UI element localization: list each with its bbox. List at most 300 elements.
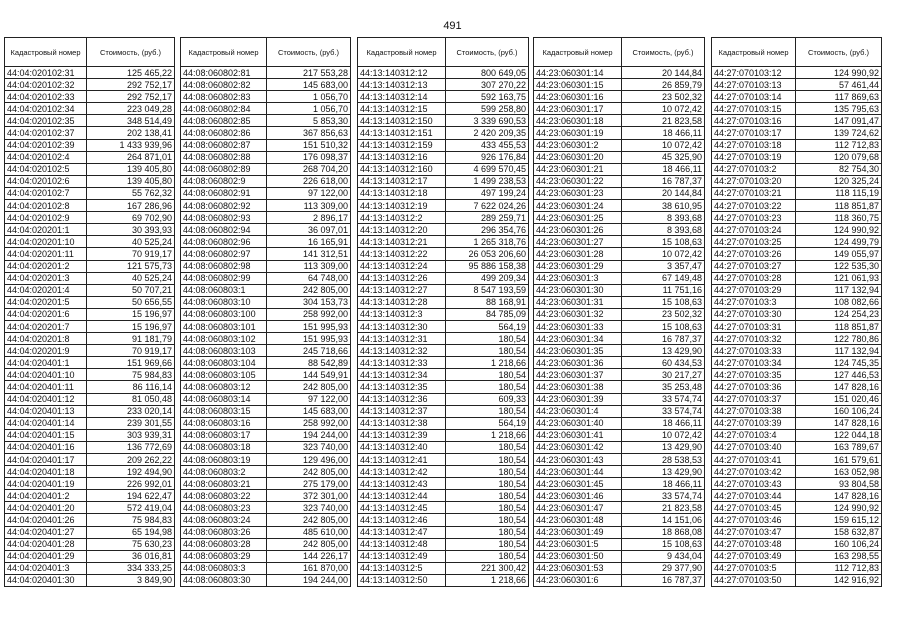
cadastral-number-cell: 44:13:140312:42 xyxy=(358,466,446,478)
cadastral-number-cell: 44:13:140312:19 xyxy=(358,200,446,212)
cadastral-number-cell: 44:23:060301:22 xyxy=(534,175,622,187)
cadastral-number-cell: 44:13:140312:28 xyxy=(358,296,446,308)
cost-cell: 122 780,86 xyxy=(796,333,882,345)
cost-cell: 485 610,00 xyxy=(267,526,351,538)
cadastral-number-cell: 44:23:060301:38 xyxy=(534,381,622,393)
header-row xyxy=(5,38,175,67)
cost-cell: 7 622 024,26 xyxy=(446,200,529,212)
cost-cell: 209 262,22 xyxy=(87,454,175,466)
cost-cell: 95 886 158,38 xyxy=(446,260,529,272)
table-row xyxy=(181,236,351,248)
cost-cell: 88 168,91 xyxy=(446,296,529,308)
cadastral-number-cell: 44:23:060301:20 xyxy=(534,151,622,163)
table-row xyxy=(181,79,351,91)
cost-cell: 151 995,93 xyxy=(267,320,351,332)
table-row xyxy=(534,127,705,139)
table-row xyxy=(181,187,351,199)
cadastral-number-cell: 44:27:070103:35 xyxy=(712,369,796,381)
cadastral-number-cell: 44:27:070103:17 xyxy=(712,127,796,139)
cost-cell: 367 856,63 xyxy=(267,127,351,139)
table-row xyxy=(5,236,175,248)
table-row xyxy=(5,308,175,320)
table-row xyxy=(358,224,529,236)
cost-cell: 36 016,81 xyxy=(87,550,175,562)
table-row xyxy=(358,550,529,562)
cost-cell: 180,54 xyxy=(446,441,529,453)
cadastral-number-cell: 44:13:140312:22 xyxy=(358,248,446,260)
cost-cell: 163 298,55 xyxy=(796,550,882,562)
cadastral-number-cell: 44:08:060802:92 xyxy=(181,200,267,212)
header-cadastral-number: Кадастровый номер xyxy=(5,38,87,67)
cadastral-number-cell: 44:04:020201:2 xyxy=(5,260,87,272)
cadastral-number-cell: 44:27:070103:39 xyxy=(712,417,796,429)
cost-cell: 29 377,90 xyxy=(622,562,705,574)
table-row xyxy=(5,115,175,127)
cost-cell: 242 805,00 xyxy=(267,466,351,478)
table-row xyxy=(5,91,175,103)
cost-cell: 180,54 xyxy=(446,502,529,514)
cadastral-number-cell: 44:08:060802:9 xyxy=(181,175,267,187)
table-row xyxy=(181,429,351,441)
cadastral-number-cell: 44:23:060301:40 xyxy=(534,417,622,429)
table-row xyxy=(534,550,705,562)
table-row xyxy=(712,260,882,272)
cost-cell: 8 547 193,59 xyxy=(446,284,529,296)
cost-cell: 93 804,58 xyxy=(796,478,882,490)
cadastral-number-cell: 44:08:060803:17 xyxy=(181,429,267,441)
cadastral-number-cell: 44:13:140312:37 xyxy=(358,405,446,417)
table-row xyxy=(5,79,175,91)
cadastral-number-cell: 44:04:020401:26 xyxy=(5,514,87,526)
cost-cell: 35 253,48 xyxy=(622,381,705,393)
cadastral-number-cell: 44:08:060803:10 xyxy=(181,296,267,308)
cost-cell: 15 108,63 xyxy=(622,236,705,248)
table-row xyxy=(712,91,882,103)
table-row xyxy=(358,417,529,429)
cadastral-number-cell: 44:23:060301:31 xyxy=(534,296,622,308)
cadastral-table-4 xyxy=(533,37,705,587)
cadastral-number-cell: 44:08:060803:3 xyxy=(181,562,267,574)
cost-cell: 13 429,90 xyxy=(622,441,705,453)
cost-cell: 304 153,73 xyxy=(267,296,351,308)
table-row xyxy=(534,333,705,345)
cadastral-number-cell: 44:08:060802:83 xyxy=(181,91,267,103)
cost-cell: 180,54 xyxy=(446,478,529,490)
cadastral-number-cell: 44:08:060802:97 xyxy=(181,248,267,260)
cadastral-number-cell: 44:27:070103:19 xyxy=(712,151,796,163)
table-row xyxy=(5,369,175,381)
table-row xyxy=(534,478,705,490)
table-row xyxy=(358,67,529,79)
cadastral-number-cell: 44:08:060803:18 xyxy=(181,441,267,453)
cadastral-number-cell: 44:23:060301:5 xyxy=(534,538,622,550)
cost-cell: 10 072,42 xyxy=(622,429,705,441)
cost-cell: 23 502,32 xyxy=(622,91,705,103)
cadastral-number-cell: 44:04:020201:11 xyxy=(5,248,87,260)
cadastral-number-cell: 44:13:140312:27 xyxy=(358,284,446,296)
cadastral-number-cell: 44:04:020102:6 xyxy=(5,175,87,187)
cadastral-number-cell: 44:27:070103:24 xyxy=(712,224,796,236)
table-row xyxy=(358,393,529,405)
table-row xyxy=(181,526,351,538)
cadastral-number-cell: 44:13:140312:45 xyxy=(358,502,446,514)
cadastral-number-cell: 44:27:070103:48 xyxy=(712,538,796,550)
table-row xyxy=(5,127,175,139)
cost-cell: 499 209,34 xyxy=(446,272,529,284)
cadastral-number-cell: 44:13:140312:36 xyxy=(358,393,446,405)
cadastral-number-cell: 44:13:140312:18 xyxy=(358,187,446,199)
table-row xyxy=(712,79,882,91)
cadastral-number-cell: 44:13:140312:48 xyxy=(358,538,446,550)
cadastral-number-cell: 44:04:020102:5 xyxy=(5,163,87,175)
cost-cell: 124 745,35 xyxy=(796,357,882,369)
table-row xyxy=(534,91,705,103)
cost-cell: 113 309,00 xyxy=(267,260,351,272)
cadastral-number-cell: 44:04:020401:27 xyxy=(5,526,87,538)
cadastral-number-cell: 44:04:020401:10 xyxy=(5,369,87,381)
cost-cell: 81 050,48 xyxy=(87,393,175,405)
cost-cell: 194 622,47 xyxy=(87,490,175,502)
cost-cell: 145 683,00 xyxy=(267,79,351,91)
cadastral-number-cell: 44:27:070103:28 xyxy=(712,272,796,284)
cost-cell: 147 091,47 xyxy=(796,115,882,127)
cadastral-number-cell: 44:08:060802:93 xyxy=(181,212,267,224)
cadastral-number-cell: 44:04:020102:33 xyxy=(5,91,87,103)
cost-cell: 242 805,00 xyxy=(267,538,351,550)
table-row xyxy=(358,345,529,357)
cost-cell: 334 333,25 xyxy=(87,562,175,574)
cost-cell: 233 020,14 xyxy=(87,405,175,417)
cost-cell: 433 455,53 xyxy=(446,139,529,151)
table-row xyxy=(5,357,175,369)
table-row xyxy=(5,103,175,115)
cost-cell: 180,54 xyxy=(446,369,529,381)
cadastral-number-cell: 44:23:060301:45 xyxy=(534,478,622,490)
table-row xyxy=(5,562,175,574)
table-row xyxy=(5,296,175,308)
cadastral-number-cell: 44:04:020102:35 xyxy=(5,115,87,127)
table-row xyxy=(534,248,705,260)
cost-cell: 113 309,00 xyxy=(267,200,351,212)
table-row xyxy=(181,91,351,103)
cost-cell: 36 097,01 xyxy=(267,224,351,236)
cadastral-number-cell: 44:13:140312:41 xyxy=(358,454,446,466)
cadastral-number-cell: 44:04:020201:3 xyxy=(5,272,87,284)
table-row xyxy=(181,357,351,369)
table-row xyxy=(534,296,705,308)
cost-cell: 70 919,17 xyxy=(87,248,175,260)
cadastral-number-cell: 44:08:060802:84 xyxy=(181,103,267,115)
table-row xyxy=(712,139,882,151)
cost-cell: 65 194,98 xyxy=(87,526,175,538)
table-row xyxy=(534,466,705,478)
cost-cell: 572 419,04 xyxy=(87,502,175,514)
cost-cell: 69 702,90 xyxy=(87,212,175,224)
cadastral-number-cell: 44:23:060301:17 xyxy=(534,103,622,115)
table-row xyxy=(5,187,175,199)
cadastral-number-cell: 44:27:070103:22 xyxy=(712,200,796,212)
cadastral-number-cell: 44:27:070103:26 xyxy=(712,248,796,260)
cadastral-number-cell: 44:27:070103:29 xyxy=(712,284,796,296)
cadastral-number-cell: 44:23:060301:35 xyxy=(534,345,622,357)
table-row xyxy=(534,562,705,574)
cadastral-number-cell: 44:27:070103:2 xyxy=(712,163,796,175)
table-row xyxy=(712,538,882,550)
cadastral-number-cell: 44:23:060301:49 xyxy=(534,526,622,538)
table-row xyxy=(181,405,351,417)
table-row xyxy=(712,405,882,417)
cadastral-number-cell: 44:04:020401:17 xyxy=(5,454,87,466)
table-row xyxy=(712,369,882,381)
table-row xyxy=(712,478,882,490)
cadastral-number-cell: 44:08:060803:14 xyxy=(181,393,267,405)
table-row xyxy=(181,103,351,115)
cost-cell: 84 785,09 xyxy=(446,308,529,320)
table-row xyxy=(712,393,882,405)
cadastral-number-cell: 44:08:060802:91 xyxy=(181,187,267,199)
cost-cell: 163 789,67 xyxy=(796,441,882,453)
cadastral-number-cell: 44:13:140312:14 xyxy=(358,91,446,103)
table-row xyxy=(181,320,351,332)
cadastral-number-cell: 44:13:140312:32 xyxy=(358,345,446,357)
table-row xyxy=(5,381,175,393)
cadastral-number-cell: 44:13:140312:47 xyxy=(358,526,446,538)
table-row xyxy=(712,550,882,562)
cost-cell: 217 553,28 xyxy=(267,67,351,79)
table-row xyxy=(712,248,882,260)
cadastral-number-cell: 44:04:020401:16 xyxy=(5,441,87,453)
table-row xyxy=(358,357,529,369)
table-row xyxy=(358,441,529,453)
cadastral-number-cell: 44:27:070103:46 xyxy=(712,514,796,526)
table-row xyxy=(534,200,705,212)
cadastral-number-cell: 44:13:140312:2 xyxy=(358,212,446,224)
cost-cell: 127 446,53 xyxy=(796,369,882,381)
table-row xyxy=(358,514,529,526)
table-row xyxy=(534,441,705,453)
table-row xyxy=(712,187,882,199)
cost-cell: 372 301,00 xyxy=(267,490,351,502)
table-row xyxy=(534,538,705,550)
table-row xyxy=(358,381,529,393)
table-row xyxy=(358,163,529,175)
cost-cell: 13 429,90 xyxy=(622,345,705,357)
cadastral-number-cell: 44:23:060301:27 xyxy=(534,236,622,248)
cadastral-number-cell: 44:04:020102:39 xyxy=(5,139,87,151)
cadastral-number-cell: 44:04:020401:15 xyxy=(5,429,87,441)
cadastral-number-cell: 44:23:060301:6 xyxy=(534,574,622,586)
table-row xyxy=(5,248,175,260)
cadastral-number-cell: 44:08:060803:29 xyxy=(181,550,267,562)
cost-cell: 112 712,83 xyxy=(796,139,882,151)
cost-cell: 142 916,92 xyxy=(796,574,882,586)
cadastral-number-cell: 44:04:020201:1 xyxy=(5,224,87,236)
cadastral-number-cell: 44:08:060802:99 xyxy=(181,272,267,284)
cadastral-number-cell: 44:13:140312:17 xyxy=(358,175,446,187)
table-row xyxy=(534,369,705,381)
cost-cell: 2 420 209,35 xyxy=(446,127,529,139)
table-row xyxy=(534,574,705,586)
cost-cell: 268 704,20 xyxy=(267,163,351,175)
cadastral-number-cell: 44:23:060301:28 xyxy=(534,248,622,260)
cost-cell: 20 144,84 xyxy=(622,67,705,79)
cost-cell: 13 429,90 xyxy=(622,466,705,478)
cost-cell: 194 244,00 xyxy=(267,429,351,441)
cost-cell: 33 574,74 xyxy=(622,393,705,405)
header-cadastral-number: Кадастровый номер xyxy=(181,38,267,67)
cost-cell: 50 707,21 xyxy=(87,284,175,296)
cost-cell: 292 752,17 xyxy=(87,79,175,91)
cost-cell: 1 218,66 xyxy=(446,574,529,586)
cadastral-number-cell: 44:08:060803:16 xyxy=(181,417,267,429)
cost-cell: 139 405,80 xyxy=(87,175,175,187)
cadastral-number-cell: 44:04:020102:9 xyxy=(5,212,87,224)
cadastral-number-cell: 44:08:060802:98 xyxy=(181,260,267,272)
cadastral-number-cell: 44:27:070103:43 xyxy=(712,478,796,490)
table-row xyxy=(358,369,529,381)
cost-cell: 38 610,95 xyxy=(622,200,705,212)
table-row xyxy=(5,550,175,562)
cost-cell: 112 712,83 xyxy=(796,562,882,574)
cost-cell: 9 434,04 xyxy=(622,550,705,562)
cadastral-number-cell: 44:13:140312:50 xyxy=(358,574,446,586)
cost-cell: 242 805,00 xyxy=(267,514,351,526)
cadastral-number-cell: 44:08:060802:87 xyxy=(181,139,267,151)
table-row xyxy=(181,393,351,405)
table-row xyxy=(534,163,705,175)
cadastral-number-cell: 44:13:140312:40 xyxy=(358,441,446,453)
cost-cell: 124 990,92 xyxy=(796,502,882,514)
table-row xyxy=(358,127,529,139)
cadastral-number-cell: 44:27:070103:42 xyxy=(712,466,796,478)
cadastral-number-cell: 44:27:070103:14 xyxy=(712,91,796,103)
cost-cell: 118 851,87 xyxy=(796,320,882,332)
cadastral-number-cell: 44:23:060301:42 xyxy=(534,441,622,453)
cost-cell: 303 939,31 xyxy=(87,429,175,441)
table-row xyxy=(5,139,175,151)
cadastral-table-5 xyxy=(711,37,882,587)
table-row xyxy=(534,236,705,248)
table-row xyxy=(181,272,351,284)
cost-cell: 57 461,44 xyxy=(796,79,882,91)
cadastral-number-cell: 44:08:060803:100 xyxy=(181,308,267,320)
table-row xyxy=(712,163,882,175)
cost-cell: 21 823,58 xyxy=(622,115,705,127)
table-row xyxy=(712,115,882,127)
table-row xyxy=(358,175,529,187)
table-row xyxy=(534,272,705,284)
cadastral-number-cell: 44:08:060803:23 xyxy=(181,502,267,514)
cost-cell: 1 218,66 xyxy=(446,357,529,369)
table-row xyxy=(5,175,175,187)
cadastral-number-cell: 44:27:070103:44 xyxy=(712,490,796,502)
table-row xyxy=(712,103,882,115)
table-row xyxy=(358,139,529,151)
table-row xyxy=(712,175,882,187)
table-row xyxy=(712,417,882,429)
cost-cell: 194 244,00 xyxy=(267,574,351,586)
cadastral-number-cell: 44:23:060301:30 xyxy=(534,284,622,296)
cadastral-number-cell: 44:27:070103:47 xyxy=(712,526,796,538)
cost-cell: 1 056,70 xyxy=(267,91,351,103)
table-row xyxy=(534,103,705,115)
cadastral-number-cell: 44:27:070103:3 xyxy=(712,296,796,308)
cost-cell: 245 718,66 xyxy=(267,345,351,357)
table-row xyxy=(181,163,351,175)
cost-cell: 599 258,80 xyxy=(446,103,529,115)
table-row xyxy=(5,490,175,502)
table-row xyxy=(534,175,705,187)
cadastral-number-cell: 44:23:060301:34 xyxy=(534,333,622,345)
table-row xyxy=(534,308,705,320)
cost-cell: 136 772,69 xyxy=(87,441,175,453)
cost-cell: 97 122,00 xyxy=(267,393,351,405)
table-row xyxy=(534,67,705,79)
cost-cell: 180,54 xyxy=(446,454,529,466)
cadastral-number-cell: 44:04:020102:8 xyxy=(5,200,87,212)
table-row xyxy=(358,478,529,490)
table-row xyxy=(358,526,529,538)
cost-cell: 20 144,84 xyxy=(622,187,705,199)
cost-cell: 124 499,79 xyxy=(796,236,882,248)
table-row xyxy=(712,441,882,453)
cost-cell: 180,54 xyxy=(446,466,529,478)
cost-cell: 609,33 xyxy=(446,393,529,405)
cadastral-number-cell: 44:23:060301:53 xyxy=(534,562,622,574)
table-row xyxy=(358,260,529,272)
cadastral-number-cell: 44:13:140312:26 xyxy=(358,272,446,284)
cadastral-number-cell: 44:23:060301:32 xyxy=(534,308,622,320)
table-row xyxy=(358,490,529,502)
cadastral-number-cell: 44:23:060301:4 xyxy=(534,405,622,417)
cost-cell: 1 218,66 xyxy=(446,429,529,441)
cost-cell: 145 683,00 xyxy=(267,405,351,417)
cost-cell: 60 434,53 xyxy=(622,357,705,369)
cost-cell: 15 108,63 xyxy=(622,296,705,308)
table-row xyxy=(5,441,175,453)
cadastral-number-cell: 44:23:060301:26 xyxy=(534,224,622,236)
cadastral-number-cell: 44:23:060301:33 xyxy=(534,320,622,332)
table-row xyxy=(5,284,175,296)
cost-cell: 160 106,24 xyxy=(796,405,882,417)
cost-cell: 242 805,00 xyxy=(267,284,351,296)
cadastral-number-cell: 44:13:140312:13 xyxy=(358,79,446,91)
cadastral-number-cell: 44:23:060301:23 xyxy=(534,187,622,199)
cadastral-number-cell: 44:13:140312:30 xyxy=(358,320,446,332)
cost-cell: 5 853,30 xyxy=(267,115,351,127)
cadastral-number-cell: 44:27:070103:36 xyxy=(712,381,796,393)
cost-cell: 30 217,27 xyxy=(622,369,705,381)
table-row xyxy=(5,454,175,466)
header-row xyxy=(534,38,705,67)
cost-cell: 292 752,17 xyxy=(87,91,175,103)
table-row xyxy=(358,296,529,308)
table-row xyxy=(181,224,351,236)
cost-cell: 258 992,00 xyxy=(267,308,351,320)
table-row xyxy=(534,224,705,236)
cadastral-number-cell: 44:08:060803:28 xyxy=(181,538,267,550)
table-row xyxy=(712,224,882,236)
cost-cell: 151 995,93 xyxy=(267,333,351,345)
cost-cell: 1 265 318,76 xyxy=(446,236,529,248)
cadastral-number-cell: 44:27:070103:4 xyxy=(712,429,796,441)
cadastral-number-cell: 44:13:140312:15 xyxy=(358,103,446,115)
cadastral-number-cell: 44:27:070103:34 xyxy=(712,357,796,369)
table-row xyxy=(712,320,882,332)
cost-cell: 18 466,11 xyxy=(622,163,705,175)
table-row xyxy=(5,224,175,236)
cost-cell: 151 510,32 xyxy=(267,139,351,151)
